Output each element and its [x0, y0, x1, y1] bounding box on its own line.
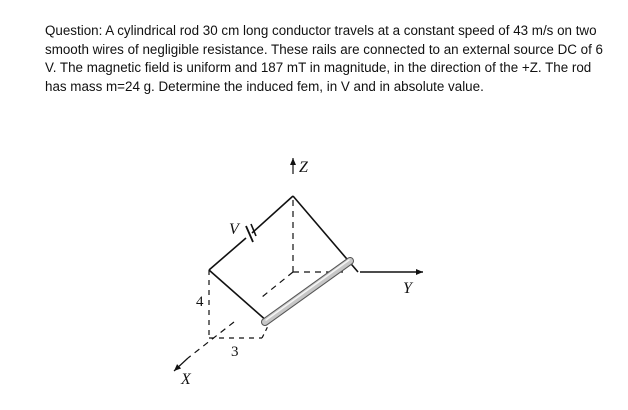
top-wire-left [209, 238, 246, 270]
source-label-v: V [229, 221, 239, 238]
x-axis-dashed [262, 272, 293, 297]
question-line-4: has mass m=24 g. Determine the induced fem, in V and in absolute value. [45, 78, 484, 94]
top-wire-right [252, 196, 293, 233]
front-rail [209, 270, 268, 322]
axis-z-label: Z [299, 159, 308, 176]
x-axis-arrow [174, 358, 188, 371]
axis-x-label: X [181, 371, 191, 388]
conducting-rod [265, 261, 350, 322]
dim-diagonal [262, 326, 268, 338]
battery-icon [246, 224, 256, 242]
dim-label-4: 4 [196, 294, 204, 310]
question-line-1: Question: A cylindrical rod 30 cm long conductor travels at a constant speed of 43 m/s on two [45, 23, 597, 38]
question-line-3: V. The magnetic field is uniform and 187 mT in magnitude, in the direction of the +Z. The rod [45, 60, 592, 75]
question-line-2: smooth wires of negligible resistance. These rails are connected to an external source DC of 6 [45, 41, 603, 57]
x-axis-dashed-lower [188, 322, 234, 358]
axis-y-label: Y [403, 280, 412, 297]
dim-label-3: 3 [231, 344, 239, 360]
conducting-rod-highlight [266, 260, 349, 320]
